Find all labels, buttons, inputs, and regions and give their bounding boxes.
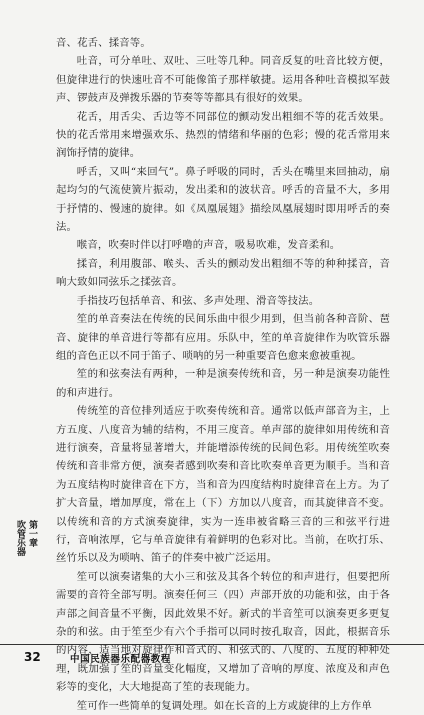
paragraph: 呼舌，又叫“来回气”。鼻子呼吸的同时，舌头在嘴里来回抽动，扇起均匀的气流使簧片振动，发出柔和的波状音。呼舌的音量不大，多用于抒情的、慢速的旋律。如《凤凰展翅》描绘凤凰展翅时即用呼舌的奏法。 xyxy=(56,165,390,234)
footer-divider xyxy=(0,644,424,645)
chapter-side-label xyxy=(16,520,38,556)
paragraph: 笙可以演奏诸集的大小三和弦及其各个转位的和声进行，但要把所需要的音符全部写明。演奏任何三（四）声部开放的功能和弦，由于各声部之间音量不平衡，因此效果不好。新式的半音笙可以演奏更多更复杂的和弦。由于笙至少有六个手指可以同时按孔取音，因此，根据音乐的内容，适当地对旋律作和音式的、和弦式的、八度的、五度的种种处理，既加强了笙的音量变化幅度，又增加了音响的厚度、浓度及和声色彩等的变化，大大地提高了笙的表现能力。 xyxy=(56,570,390,694)
chapter-number: 第一章 xyxy=(27,520,37,547)
paragraph: 传统笙的音位排列适应于吹奏传统和音。通常以低声部音为主，上方五度、八度音为辅的结构，不用三度音。单声部的旋律如用传统和音进行演奏，音量将显著增大，并能增添传统的民间色彩。用传统笙吹奏传统和音非常方便，演奏者感到吹奏和音比吹奏单音更为顺手。当和音为五度结构时旋律音在下方，当和音为四度结构时旋律音在上方。为了扩大音量，增加厚度，常在上（下）方加以八度音，而其旋律音不变。以传统和音的方式演奏旋律，实为一连串被省略三音的三和弦平行进行，音响浓厚，它与单音旋律有着鲜明的色彩对比。当前，在吹打乐、丝竹乐以及为唢呐、笛子的伴奏中被广泛运用。 xyxy=(56,405,390,565)
paragraph: 喉音，吹奏时伴以打呼噜的声音，吸易吹难，发音柔和。 xyxy=(76,239,341,252)
paragraph: 笙可作一些简单的复调处理。如在长音的上方或旋律的上方作单 xyxy=(76,699,372,712)
chapter-title: 吹管乐器 xyxy=(15,520,25,556)
paragraph: 笙的单音奏法在传统的民间乐曲中很少用到，但当前各种音阶、琶音、旋律的单音进行等都有应用。乐队中，笙的单音旋律作为吹管乐器组的音色正以不同于笛子、唢呐的另一种重要音色愈来愈被重视。 xyxy=(56,313,390,362)
paragraph: 揉音，利用腹部、喉头、舌头的颤动发出粗细不等的种种揉音，音响大致如同弦乐之揉弦音。 xyxy=(56,257,390,289)
page-number: 32 xyxy=(24,650,41,664)
paragraph: 笙的和弦奏法有两种，一种是演奏传统和音，另一种是演奏功能性的和声进行。 xyxy=(56,368,390,399)
paragraph: 花舌，用舌尖、舌边等不同部位的颤动发出粗细不等的花舌效果。快的花舌常用来增强欢乐、热烈的情绪和华丽的色彩；慢的花舌常用来润饰抒情的旋律。 xyxy=(56,110,390,160)
paragraph: 音、花舌、揉音等。 xyxy=(56,37,151,49)
body-text xyxy=(56,34,390,715)
paragraph: 手指技巧包括单音、和弦、多声处理、滑音等技法。 xyxy=(76,294,320,307)
paragraph: 吐音，可分单吐、双吐、三吐等几种。同音反复的吐音比较方便，但旋律进行的快速吐音不可能像笛子那样敏捷。运用各种吐音模拟军鼓声、锣鼓声及弹拨乐器的节奏等等都具有很好的效果。 xyxy=(56,55,390,105)
book-title: 中国民族器乐配器教程 xyxy=(70,654,172,665)
